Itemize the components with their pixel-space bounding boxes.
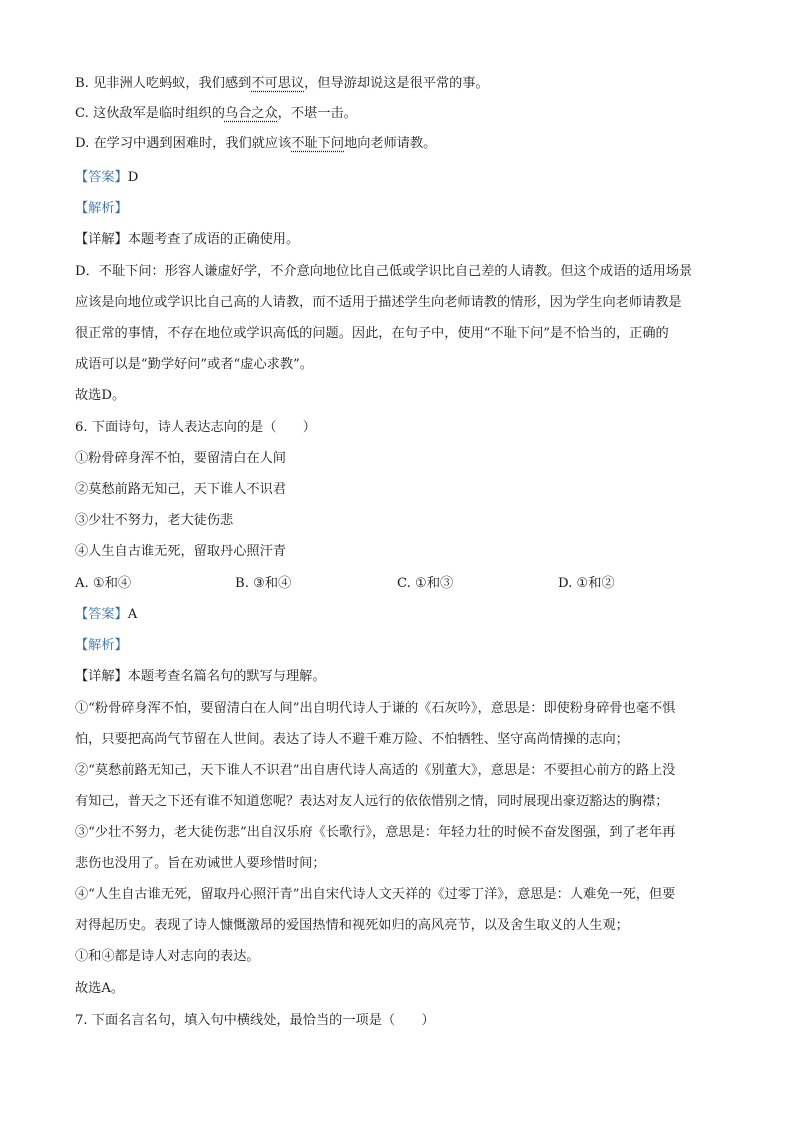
q5-explain-line: 成语可以是“勤学好问”或者“虚心求教”。 xyxy=(75,357,313,372)
q6-poem-line: ①粉骨碎身浑不怕，要留清白在人间 xyxy=(75,451,286,466)
q5-option-c: C. 这伙敌军是临时组织的乌合之众，不堪一击。 xyxy=(75,106,357,121)
q5-analysis-tag: 【解析】 xyxy=(75,201,128,216)
q5-option-b: B. 见非洲人吃蚂蚁，我们感到不可思议，但导游却说这是很平常的事。 xyxy=(75,76,489,91)
q5-explain-line: 很正常的事情，不存在地位或学识高低的问题。因此，在句子中，使用“不耻下问”是不恰当的，正确的 xyxy=(75,326,669,341)
q6-explain-line: 有知己，普天之下还有谁不知道您呢？表达对友人远行的依依惜别之情，同时展现出豪迈豁达的胸襟； xyxy=(75,794,669,809)
q6-poem-line: ③少壮不努力，老大徒伤悲 xyxy=(75,513,234,528)
q6-choose: 故选A。 xyxy=(75,981,125,996)
q5-explain-line: D．不耻下问：形容人谦虚好学，不介意向地位比自己低或学识比自己差的人请教。但这个成语的适用场景 xyxy=(75,264,693,279)
q6-answer: 【答案】A xyxy=(75,607,138,622)
q6-explain-line: ①和④都是诗人对志向的表达。 xyxy=(75,949,260,964)
q5-option-d: D. 在学习中遇到困难时，我们就应该不耻下问地向老师请教。 xyxy=(75,136,437,151)
q6-analysis-tag: 【解析】 xyxy=(75,638,128,653)
q6-explain-line: ③“少壮不努力，老大徒伤悲”出自汉乐府《长歌行》，意思是：年轻力壮的时候不奋发图强，到了老年再 xyxy=(75,825,676,840)
q5-detail: 【详解】本题考查了成语的正确使用。 xyxy=(75,232,300,247)
q6-explain-line: ④“人生自古谁无死，留取丹心照汗青”出自宋代诗人文天祥的《过零丁洋》，意思是：人难免一死，但要 xyxy=(75,887,676,902)
q6-explain-line: 怕，只要把高尚气节留在人世间。表达了诗人不避千难万险、不怕牺牲、坚守高尚情操的志向； xyxy=(75,732,629,747)
q6-option-d: D. ①和② xyxy=(558,576,615,591)
q6-option-c: C. ①和③ xyxy=(397,576,454,591)
q6-option-a: A. ①和④ xyxy=(75,576,132,591)
q6-explain-line: 对得起历史。表现了诗人慷慨激昂的爱国热情和视死如归的高风亮节，以及舍生取义的人生观； xyxy=(75,918,629,933)
q6-explain-line: ②“莫愁前路无知己，天下谁人不识君”出自唐代诗人高适的《别董大》，意思是：不要担心前方的路上没 xyxy=(75,763,676,778)
q5-answer: 【答案】D xyxy=(75,170,139,185)
q6-poem-line: ④人生自古谁无死，留取丹心照汗青 xyxy=(75,544,286,559)
q5-explain-line: 应该是向地位或学识比自己高的人请教，而不适用于描述学生向老师请教的情形，因为学生向老师请教是 xyxy=(75,295,682,310)
q7-stem: 7. 下面名言名句，填入句中横线处，最恰当的一项是（ ） xyxy=(75,1013,435,1028)
q6-stem: 6. 下面诗句，诗人表达志向的是（ ） xyxy=(75,420,316,435)
q6-option-b: B. ③和④ xyxy=(235,576,292,591)
q6-explain-line: ①“粉骨碎身浑不怕，要留清白在人间”出自明代诗人于谦的《石灰吟》，意思是：即使粉身碎骨也毫不惧 xyxy=(75,701,676,716)
q6-poem-line: ②莫愁前路无知己，天下谁人不识君 xyxy=(75,482,286,497)
q6-explain-line: 悲伤也没用了。旨在劝诫世人要珍惜时间； xyxy=(75,856,326,871)
q6-detail: 【详解】本题考查名篇名句的默写与理解。 xyxy=(75,669,326,684)
q5-choose: 故选D。 xyxy=(75,388,126,403)
